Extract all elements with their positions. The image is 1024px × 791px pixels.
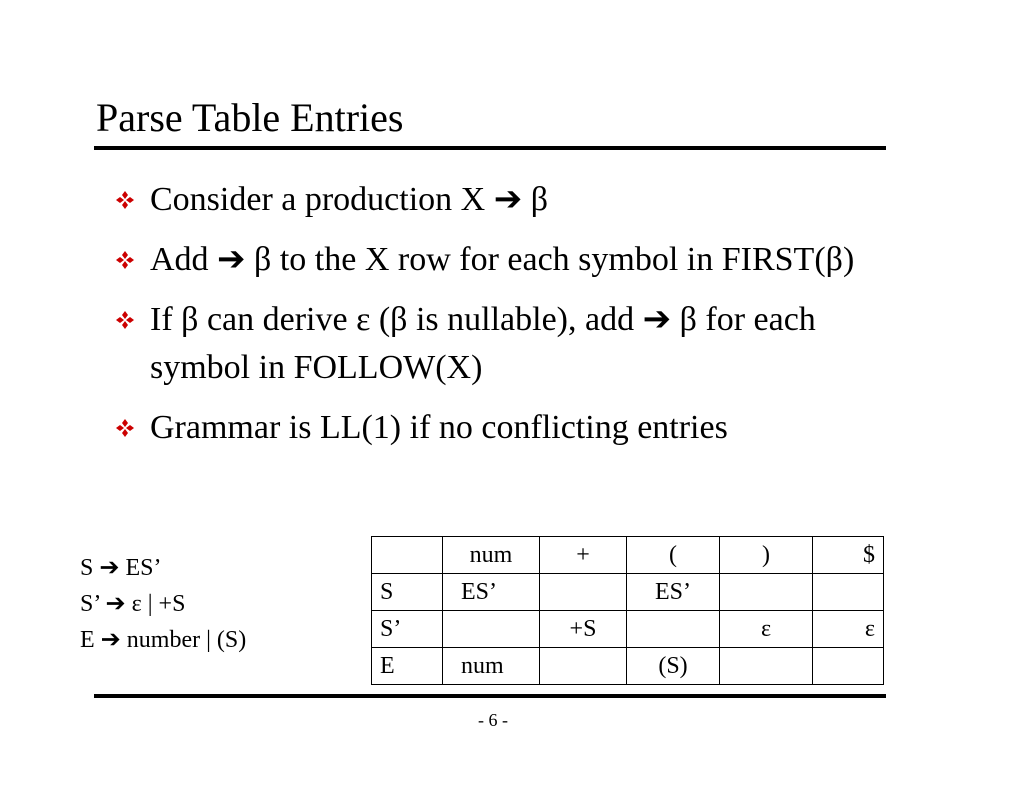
- table-row: [372, 574, 884, 611]
- table-cell: S: [372, 574, 443, 611]
- bullet-item: [112, 404, 872, 452]
- table-header-cell: [372, 537, 443, 574]
- grammar-rule: E ➔ number | (S): [80, 627, 247, 653]
- diamond-cluster-icon: [115, 190, 135, 210]
- table-cell: ε: [813, 611, 884, 648]
- grammar-rules: [80, 550, 246, 658]
- table-cell: [443, 611, 540, 648]
- bullet-list: [112, 176, 872, 464]
- table-cell: (S): [627, 648, 720, 685]
- table-cell: +S: [540, 611, 627, 648]
- table-header-cell: num: [443, 537, 540, 574]
- bullet-item: [112, 296, 872, 392]
- bullet-text: Grammar is LL(1) if no conflicting entries: [150, 409, 728, 446]
- table-cell: [540, 648, 627, 685]
- title-rule: [94, 146, 886, 150]
- table-header-cell: (: [627, 537, 720, 574]
- table-cell: num: [443, 648, 540, 685]
- table-cell: [540, 574, 627, 611]
- table-cell: ES’: [443, 574, 540, 611]
- table-cell: S’: [372, 611, 443, 648]
- diamond-cluster-icon: [115, 310, 135, 330]
- slide-title: Parse Table Entries: [96, 95, 404, 140]
- table-cell: [720, 574, 813, 611]
- table-cell: E: [372, 648, 443, 685]
- table-header-cell: ): [720, 537, 813, 574]
- table-cell: [813, 574, 884, 611]
- table-header-row: [372, 537, 884, 574]
- table-cell: [813, 648, 884, 685]
- diamond-cluster-icon: [115, 250, 135, 270]
- footer-rule: [94, 694, 886, 698]
- bullet-item: [112, 176, 872, 224]
- bullet-text: Consider a production X ➔ β: [150, 181, 549, 218]
- diamond-cluster-icon: [115, 418, 135, 438]
- bullet-text: Add ➔ β to the X row for each symbol in FIRST(β): [150, 241, 855, 278]
- grammar-rule: S’ ➔ ε | +S: [80, 591, 186, 617]
- table-header-cell: +: [540, 537, 627, 574]
- table-cell: [627, 611, 720, 648]
- table-header-cell: $: [813, 537, 884, 574]
- table-cell: [720, 648, 813, 685]
- table-row: [372, 611, 884, 648]
- parse-table: [371, 536, 884, 685]
- table-cell: ε: [720, 611, 813, 648]
- bullet-item: [112, 236, 872, 284]
- bullet-text: If β can derive ε (β is nullable), add ➔ β for each symbol in FOLLOW(X): [150, 301, 816, 386]
- page-number: - 6 -: [478, 710, 508, 730]
- grammar-rule: S ➔ ES’: [80, 555, 162, 581]
- table-row: [372, 648, 884, 685]
- table-cell: ES’: [627, 574, 720, 611]
